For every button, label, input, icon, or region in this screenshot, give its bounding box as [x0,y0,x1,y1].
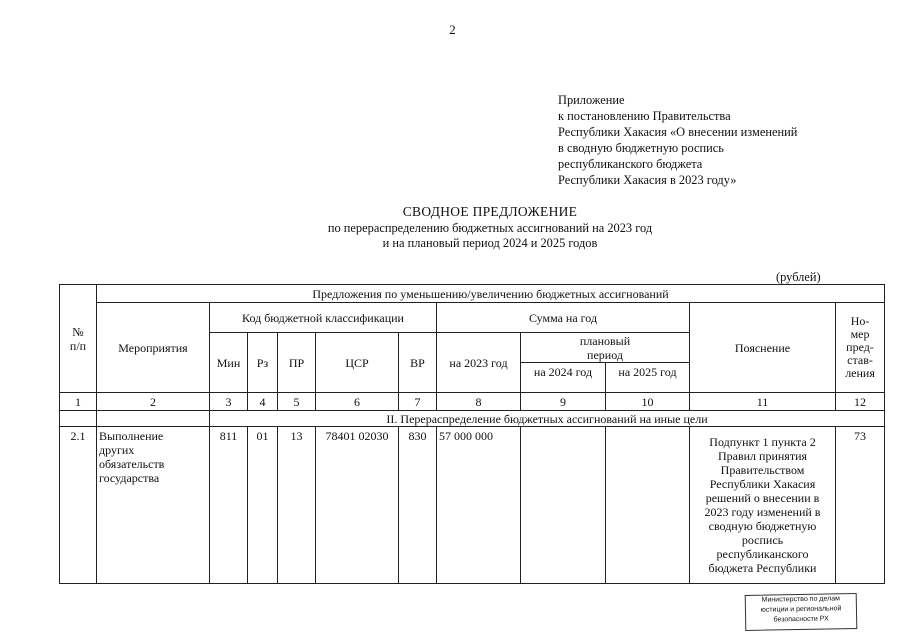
row-min: 811 [210,427,248,584]
column-number: 6 [316,393,399,411]
row-y2024 [521,427,606,584]
table-row [60,427,885,584]
document-title: СВОДНОЕ ПРЕДЛОЖЕНИЕ [402,204,578,219]
header-y2024: на 2024 год [521,363,606,393]
row-ref-num: 73 [836,427,885,584]
row-csr: 78401 02030 [316,427,399,584]
row-rz: 01 [248,427,278,584]
row-num: 2.1 [60,427,97,584]
header-explanation: Пояснение [690,303,836,393]
registration-stamp [745,593,858,631]
section-spacer [97,411,210,427]
column-number: 11 [690,393,836,411]
column-number: 12 [836,393,885,411]
stamp-line: юстиции и региональной [760,605,842,614]
appendix-line: к постановлению Правительства [558,109,731,123]
header-ref-num: Но- мер пред- став- ления [836,303,885,393]
section-title: II. Перераспределение бюджетных ассигнований на иные цели [210,411,885,427]
column-number: 3 [210,393,248,411]
header-min: Мин [210,333,248,393]
column-number: 9 [521,393,606,411]
header-num: № п/п [60,285,97,393]
header-sum-group: Сумма на год [437,303,690,333]
row-y2025 [606,427,690,584]
column-number: 8 [437,393,521,411]
appendix-line: Приложение [558,93,625,107]
header-y2023: на 2023 год [437,333,521,393]
column-number: 10 [606,393,690,411]
column-number: 2 [97,393,210,411]
document-subtitle [0,221,905,251]
row-vr: 830 [399,427,437,584]
subtitle-line: по перераспределению бюджетных ассигнований на 2023 год [327,221,653,235]
page-number: 2 [449,22,456,37]
appendix-line: в сводную бюджетную роспись [558,141,724,155]
stamp-line: безопасности РХ [773,615,829,624]
section-spacer [60,411,97,427]
header-y2025: на 2025 год [606,363,690,393]
row-y2023: 57 000 000 [437,427,521,584]
row-activity: Выполнение других обязательств государства [97,427,210,584]
header-vr: ВР [399,333,437,393]
column-number: 5 [278,393,316,411]
header-planned: плановый период [521,333,690,363]
column-number: 7 [399,393,437,411]
appendix-line: Республики Хакасия в 2023 году» [558,173,737,187]
column-number: 4 [248,393,278,411]
header-code-group: Код бюджетной классификации [210,303,437,333]
appendix-note [558,92,797,188]
appendix-line: республиканского бюджета [558,157,703,171]
budget-table [59,284,885,584]
row-pr: 13 [278,427,316,584]
appendix-line: Республики Хакасия «О внесении изменений [558,125,798,139]
header-csr: ЦСР [316,333,399,393]
header-pr: ПР [278,333,316,393]
header-proposals: Предложения по уменьшению/увеличению бюджетных ассигнований [97,285,885,303]
units-label: (рублей) [776,270,821,284]
row-explanation: Подпункт 1 пункта 2 Правил принятия Правительством Республики Хакасия решений о внесении в 2023 году изменений в сводную бюджетную роспись республиканского бюджета Республики [690,427,836,584]
subtitle-line: и на плановый период 2024 и 2025 годов [382,236,598,250]
column-number: 1 [60,393,97,411]
stamp-line: Министерство по делам [761,595,840,604]
header-rz: Рз [248,333,278,393]
header-activity: Мероприятия [97,303,210,393]
